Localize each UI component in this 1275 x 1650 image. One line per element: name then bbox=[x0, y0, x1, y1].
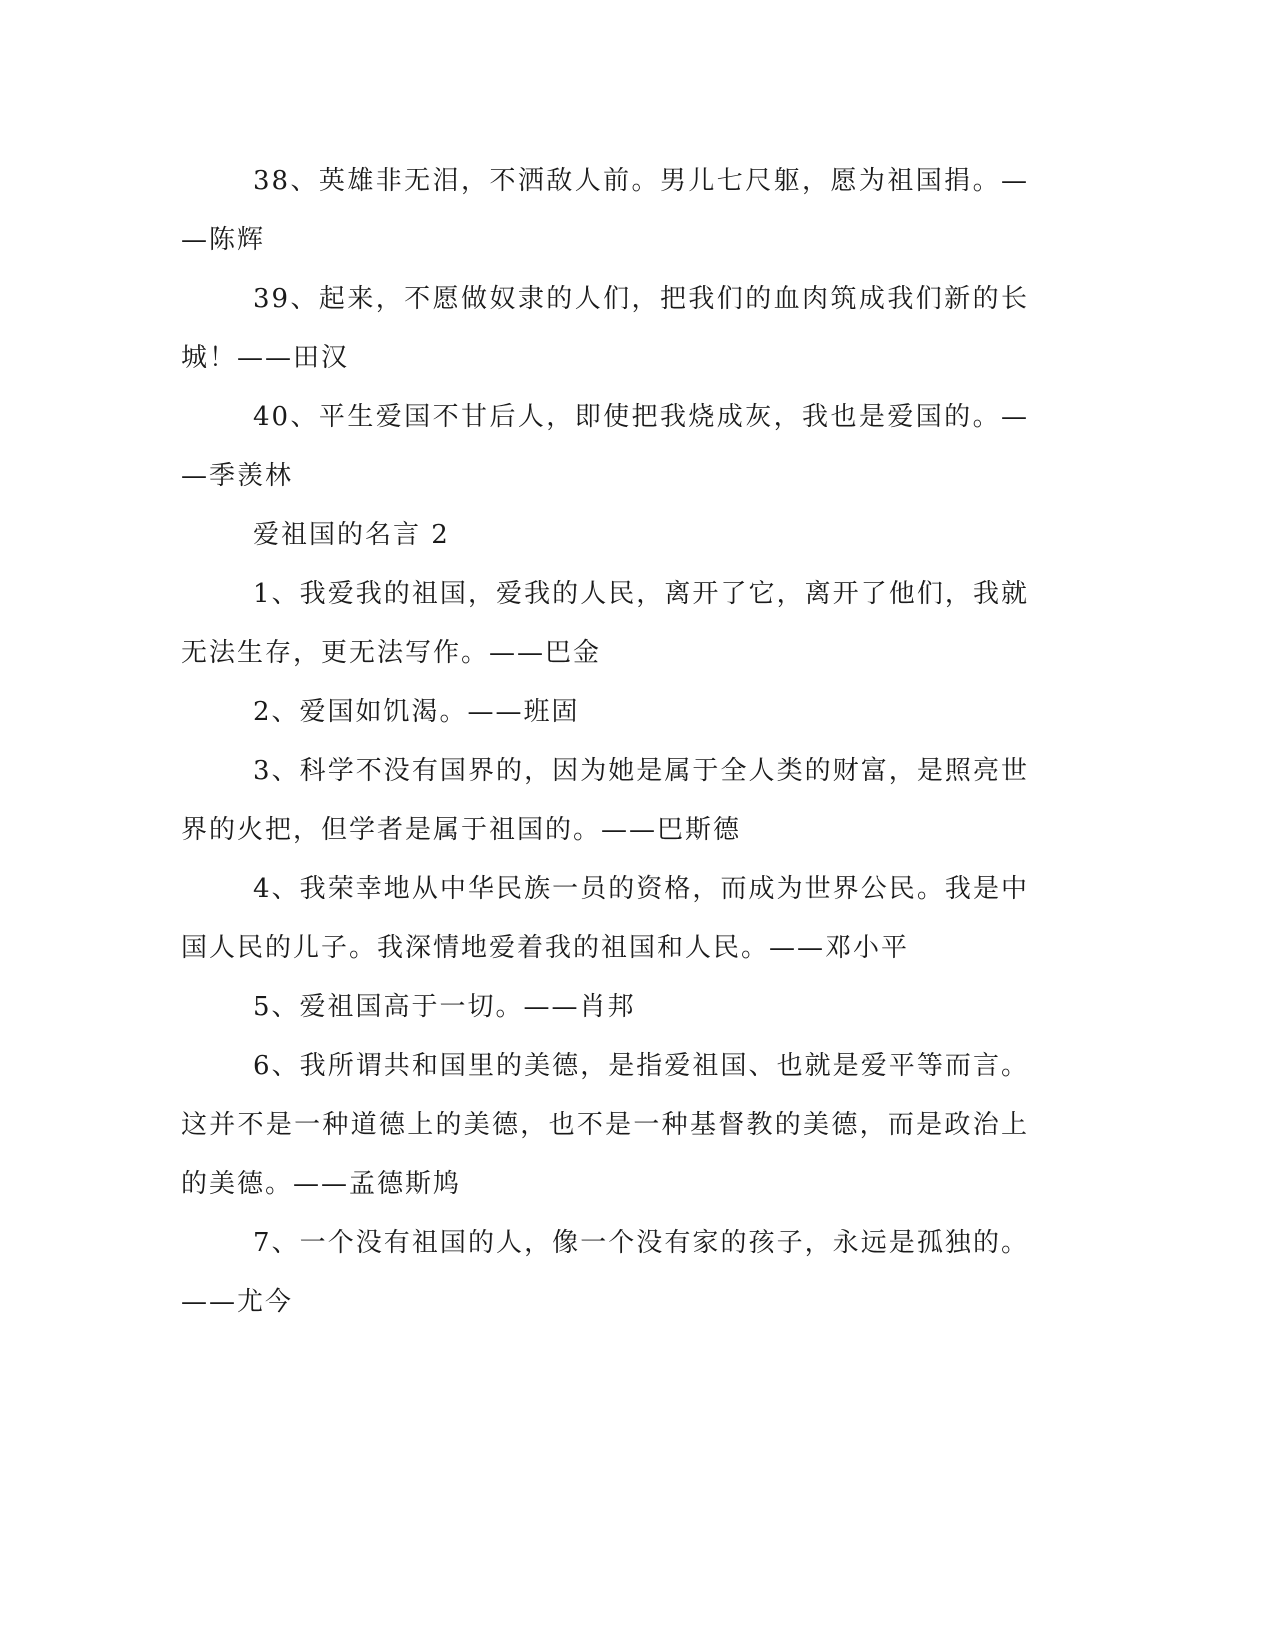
quote-paragraph-4: 4、我荣幸地从中华民族一员的资格，而成为世界公民。我是中国人民的儿子。我深情地爱着我的祖国和人民。——邓小平 bbox=[181, 874, 1029, 963]
quote-paragraph-40: 40、平生爱国不甘后人，即使把我烧成灰，我也是爱国的。——季羡林 bbox=[181, 402, 1029, 491]
section-heading: 爱祖国的名言 2 bbox=[253, 520, 450, 550]
quote-paragraph-2: 2、爱国如饥渴。——班固 bbox=[253, 697, 580, 727]
quote-paragraph-39: 39、起来，不愿做奴隶的人们，把我们的血肉筑成我们新的长城！——田汉 bbox=[181, 284, 1029, 373]
quote-paragraph-5: 5、爱祖国高于一切。——肖邦 bbox=[253, 992, 636, 1022]
quote-paragraph-7: 7、一个没有祖国的人，像一个没有家的孩子，永远是孤独的。——尤今 bbox=[181, 1228, 1029, 1317]
quote-paragraph-1: 1、我爱我的祖国，爱我的人民，离开了它，离开了他们，我就无法生存，更无法写作。——巴金 bbox=[181, 579, 1029, 668]
quote-paragraph-3: 3、科学不没有国界的，因为她是属于全人类的财富，是照亮世界的火把，但学者是属于祖国的。——巴斯德 bbox=[181, 756, 1029, 845]
quote-paragraph-6: 6、我所谓共和国里的美德，是指爱祖国、也就是爱平等而言。这并不是一种道德上的美德，也不是一种基督教的美德，而是政治上的美德。——孟德斯鸠 bbox=[181, 1051, 1029, 1199]
quote-paragraph-38: 38、英雄非无泪，不洒敌人前。男儿七尺躯，愿为祖国捐。——陈辉 bbox=[181, 166, 1029, 255]
document-body bbox=[181, 152, 1029, 1332]
